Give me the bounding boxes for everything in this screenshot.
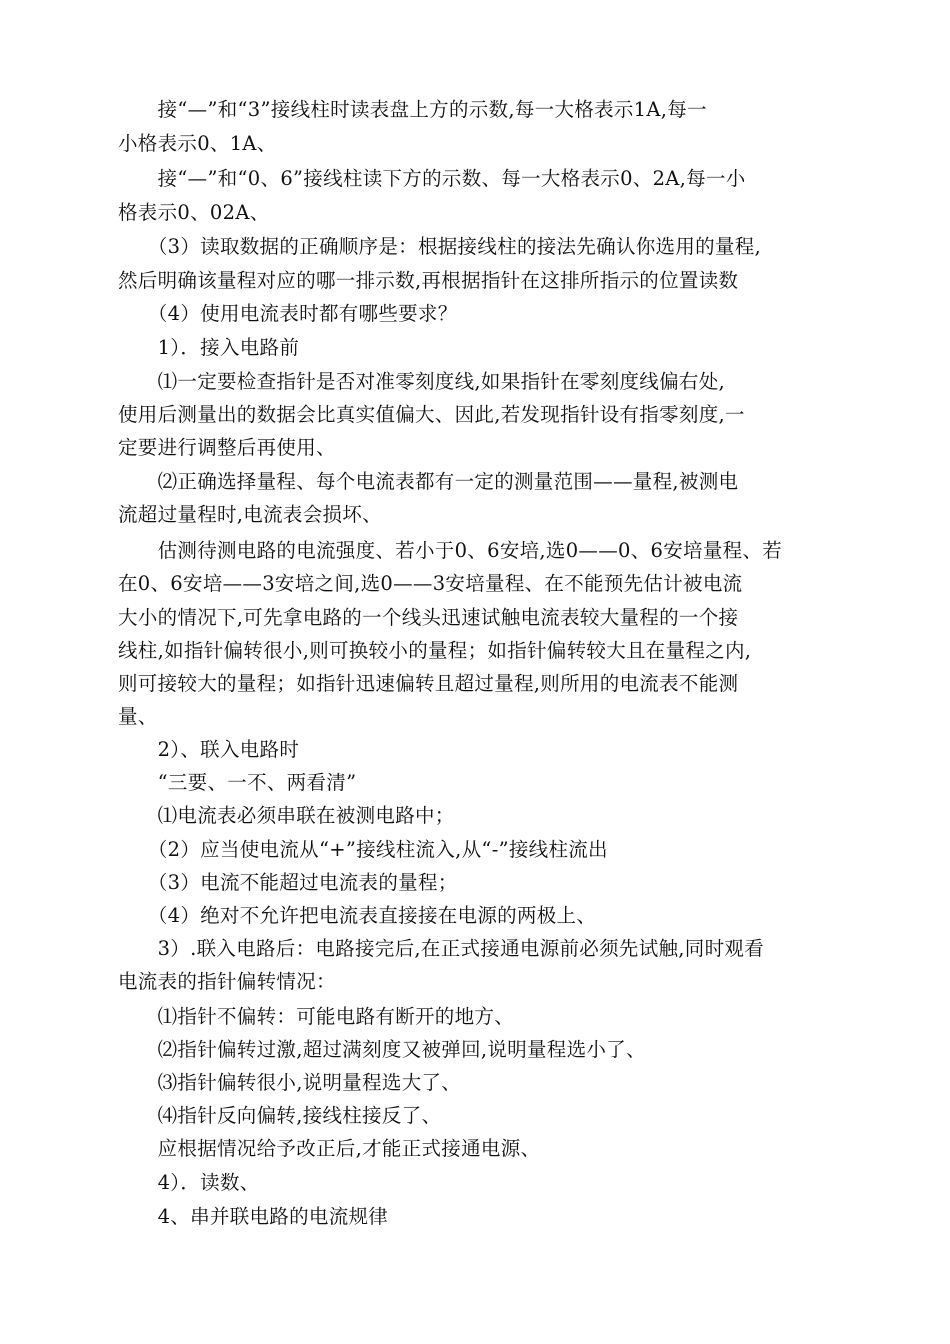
text-line: 使用后测量出的数据会比真实值偏大、因此,若发现指针设有指零刻度,一 [118,403,745,426]
text-line: 小格表示0、1A、 [118,132,277,155]
text-line: 在0、6安培——3安培之间,选0——3安培量程、在不能预先估计被电流 [118,572,743,595]
text-line: 应根据情况给予改正后,才能正式接通电源、 [118,1137,541,1160]
text-line: 线柱,如指针偏转很小,则可换较小的量程；如指针偏转较大且在量程之内, [118,639,752,662]
text-line: 3）.联入电路后：电路接完后,在正式接通电源前必须先试触,同时观看 [118,937,765,960]
text-line: ⑵正确选择量程、每个电流表都有一定的测量范围——量程,被测电 [118,470,739,493]
text-line: 1）．接入电路前 [118,336,300,359]
text-line: 接“—”和“3”接线柱时读表盘上方的示数,每一大格表示1A,每一 [118,98,707,121]
text-line: （4）使用电流表时都有哪些要求？ [118,302,458,325]
text-line: ⑴指针不偏转：可能电路有断开的地方、 [118,1005,515,1028]
text-line: “三要、一不、两看清” [118,771,357,794]
text-line: （4）绝对不允许把电流表直接接在电源的两极上、 [118,904,597,927]
text-line: （2）应当使电流从“+”接线柱流入,从“-”接线柱流出 [118,838,608,861]
text-line: 格表示0、02A、 [118,201,270,224]
text-line: 4、串并联电路的电流规律 [118,1205,389,1228]
text-line: 量、 [118,705,158,728]
text-line: 电流表的指针偏转情况： [118,970,336,993]
text-line: 4）．读数、 [118,1171,260,1194]
text-line: 然后明确该量程对应的哪一排示数,再根据指针在这排所指示的位置读数 [118,269,739,292]
text-line: ⑴电流表必须串联在被测电路中； [118,804,455,827]
text-line: 接“—”和“0、6”接线柱读下方的示数、每一大格表示0、2A,每一小 [118,167,746,190]
text-line: ⑶指针偏转很小,说明量程选大了、 [118,1071,462,1094]
text-line: 则可接较大的量程；如指针迅速偏转且超过量程,则所用的电流表不能测 [118,672,739,695]
text-line: ⑷指针反向偏转,接线柱接反了、 [118,1104,442,1127]
text-line: ⑴一定要检查指针是否对准零刻度线,如果指针在零刻度线偏右处, [118,370,725,393]
text-line: （3）读取数据的正确顺序是：根据接线柱的接法先确认你选用的量程, [118,235,762,258]
text-line: （3）电流不能超过电流表的量程； [118,871,458,894]
text-line: 2）、联入电路时 [118,738,300,761]
text-line: 估测待测电路的电流强度、若小于0、6安培,选0——0、6安培量程、若 [118,539,783,562]
text-line: 定要进行调整后再使用、 [118,436,336,459]
text-line: ⑵指针偏转过激,超过满刻度又被弹回,说明量程选小了、 [118,1038,646,1061]
text-line: 流超过量程时,电流表会损坏、 [118,503,382,526]
text-line: 大小的情况下,可先拿电路的一个线头迅速试触电流表较大量程的一个接 [118,606,739,629]
